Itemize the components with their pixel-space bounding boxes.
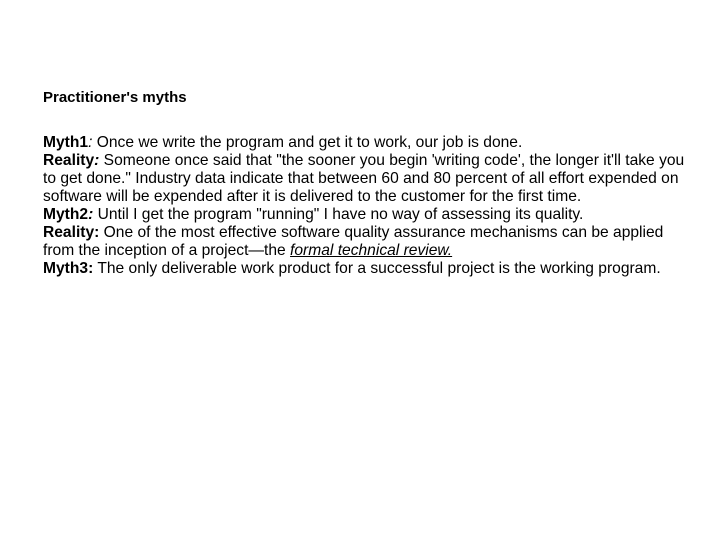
reality-2-paragraph <box>43 224 693 260</box>
slide-body <box>43 134 693 278</box>
myth-1-label: Myth1 <box>43 134 89 151</box>
myth-3-label: Myth3 <box>43 260 89 277</box>
myth-2-label: Myth2 <box>43 206 89 223</box>
reality-1-text: Someone once said that "the sooner you begin 'writing code', the longer it'll take you to get done." Industry data indicate that between 60 and 80 percent of all effort expended on software will be expended after it is delivered to the customer for the first time. <box>43 152 685 205</box>
myth-2-paragraph <box>43 206 693 224</box>
myth-1-paragraph <box>43 134 693 152</box>
reality-1-separator: : <box>94 152 100 169</box>
myth-3-text: The only deliverable work product for a successful project is the working program. <box>93 260 661 277</box>
myth-2-separator: : <box>88 206 94 223</box>
myth-3-paragraph <box>43 260 693 278</box>
myth-1-separator: : <box>88 134 93 151</box>
myth-3-separator: : <box>88 260 94 277</box>
reality-2-label: Reality <box>43 224 95 241</box>
myth-1-text: Once we write the program and get it to work, our job is done. <box>92 134 523 151</box>
slide-title: Practitioner's myths <box>43 89 187 106</box>
reality-1-paragraph <box>43 152 693 206</box>
formal-technical-review-link[interactable]: formal technical review. <box>290 242 453 259</box>
myth-2-text: Until I get the program "running" I have no way of assessing its quality. <box>93 206 584 223</box>
reality-1-label: Reality <box>43 152 95 169</box>
reality-2-separator: : <box>94 224 100 241</box>
reality-2-text: One of the most effective software quality assurance mechanisms can be applied from the inception of a project—the <box>43 224 664 259</box>
